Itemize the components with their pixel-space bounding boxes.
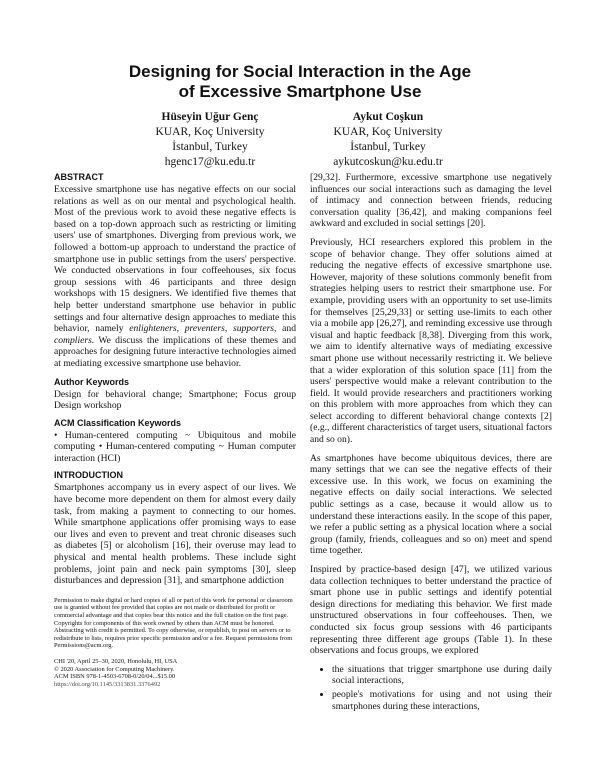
abstract-heading: ABSTRACT [54, 172, 104, 182]
right-column [310, 172, 552, 714]
paper-title [0, 62, 600, 102]
author-2 [288, 110, 488, 170]
author-affiliation: KUAR, Koç University [333, 126, 443, 138]
body-paragraph-3: As smartphones have become ubiquitous devices, there are many settings that we can see the negative effects of their excessive use. In this work, we focus on examining the negative effects on daily social interactions. We selected public settings as a case, because it would allow us to understand these interactions easily. In the scope of this paper, we refer a public setting as a physical location where a social group (family, friends, colleagues and so on) meet and spend time together. [310, 452, 552, 557]
title-line-2: of Excessive Smartphone Use [178, 82, 422, 101]
ccs-heading: ACM Classification Keywords [54, 417, 182, 428]
introduction-text: Smartphones accompany us in every aspect of our lives. We have become more dependent on them for almost every daily task, from making a payment to connecting to our homes. While smartphone applications offer promising ways to ease our lives and even to prevent and treat chronic diseases such as diabetes [5] or alcoholism [16], their overuse may lead to physical and mental health problems. These include sight problems, joint pain and neck pain symptoms [30], sleep disturbances and depression [31], and smartphone addiction [54, 482, 296, 587]
abstract-text: Excessive smartphone use has negative effects on our social relations as well as on our mental and psychological health. Most of the previous work to avoid these negative effects is based on a top-down approach such as restricting or limiting users' use of smartphones. Diverging from previous work, we followed a bottom-up approach to understand the practice of smartphone use in public settings from the users' perspective. We conducted observations in four coffeehouses, six focus group sessions with 46 participants and three design workshops with 15 designers. We identified five themes that help better understand smartphone use behavior in public settings and four alternative design approaches to mediate this behavior, namely enlighteners, preventers, supporters, and compliers. We discuss the implications of these themes and approaches for designing future interactive technologies aimed at mediating excessive smartphone use behavior. [54, 184, 297, 369]
bullet-list [310, 664, 552, 712]
ccs-text: • Human-centered computing ~ Ubiquitous and mobile computing • Human-centered computing ~ Human computer interaction (HCI) [54, 429, 296, 464]
author-location: İstanbul, Turkey [350, 141, 426, 153]
author-email[interactable]: hgenc17@ku.edu.tr [164, 156, 256, 168]
isbn-line: ACM ISBN 978-1-4503-6708-0/20/04...$15.00 [54, 673, 176, 681]
doi-link[interactable]: https://doi.org/10.1145/3313831.3376492 [54, 680, 161, 688]
title-line-1: Designing for Social Interaction in the Age [128, 62, 472, 81]
body-paragraph-4: Inspired by practice-based design [47], we utilized various data collection techniques to better understand the practice of smart phone use in public settings and identify potential design directions for mediating this behavior. We first made unstructured observations in four coffeehouses. Then, we conducted six focus group sessions with 46 participants representing three different age groups (Table 1). In these observations and focus groups, we explored [310, 564, 552, 657]
author-name: Aykut Coşkun [352, 111, 424, 123]
introduction-heading: INTRODUCTION [54, 470, 123, 481]
body-paragraph-2: Previously, HCI researchers explored this problem in the scope of behavior change. They offer solutions aimed at reducing the negative effects of excessive smartphone use. However, majority of these solutions commonly benefit from strategies helping users to restrict their smartphone use. For example, providing users with an opportunity to set use-limits for themselves [25,29,33] or setting use-limits to each other via a mobile app [26,27], and reminding excessive use through visual and haptic feedback [8,38]. Diverging from this work, we aim to identify alternative ways of mediating excessive smart phone use without necessarily restricting it. We believe that a wider exploration of this solution space [11] from the users' perspective would make a relevant contribution to the field. It would provide researchers and practitioners working on this problem with more approaches from which they can select according to different behavioral change contexts [2] (e.g., different characteristics of target users, situational factors and so on). [310, 236, 552, 446]
conference-info [54, 658, 296, 688]
conference-line: CHI '20, April 25–30, 2020, Honolulu, HI, USA [54, 657, 178, 665]
keywords-text: Design for behavioral change; Smartphone; Focus group Design workshop [54, 388, 296, 412]
left-column [54, 172, 296, 688]
body-paragraph-1: [29,32]. Furthermore, excessive smartphone use negatively influences our social interactions such as damaging the level of intimacy and connection between friends, reducing conversation quality [36,42], and making companions feel awkward and excluded in social settings [20]. [310, 172, 552, 230]
list-item: • the situations that trigger smartphone use during daily social interactions, [332, 664, 552, 687]
author-location: İstanbul, Turkey [172, 141, 248, 153]
keywords-heading: Author Keywords [54, 376, 130, 387]
author-name: Hüseyin Uğur Genç [161, 111, 259, 123]
author-1 [110, 110, 310, 170]
list-item: • people's motivations for using and not using their smartphones during these interactions, [332, 689, 552, 712]
permission-notice: Permission to make digital or hard copies of all or part of this work for personal or classroom use is granted without fee provided that copies are not made or distributed for profit or commercial advantage and that copies bear this notice and the full citation on the first page. Copyrights for components of this work owned by others than ACM must be honored. Abstracting with credit is permitted. To copy otherwise, or republish, to post on servers or to redistribute to lists, requires prior specific permission and/or a fee. Request permissions from Permissions@acm.org. [54, 596, 293, 650]
author-email[interactable]: aykutcoskun@ku.edu.tr [333, 156, 443, 168]
copyright-line: © 2020 Association for Computing Machinery. [54, 665, 175, 673]
author-affiliation: KUAR, Koç University [155, 126, 265, 138]
